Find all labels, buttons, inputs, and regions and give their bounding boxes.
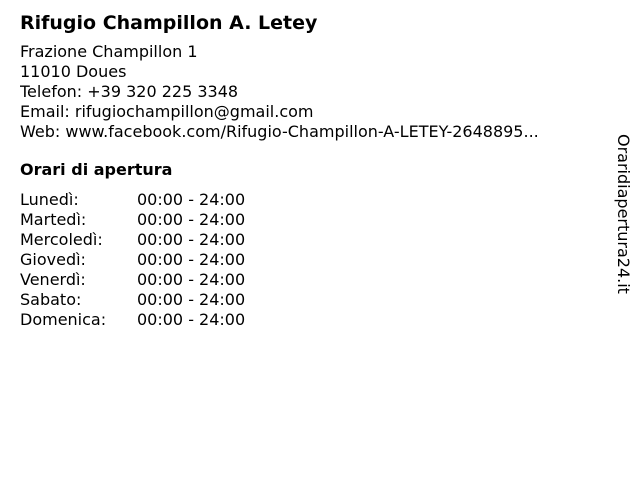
hours-row-thursday [20,250,605,270]
opening-hours-heading: Orari di apertura [20,160,173,179]
time-range: 00:00 - 24:00 [137,210,246,229]
day-label: Lunedì: [20,190,79,209]
business-name: Rifugio Champillon A. Letey [20,12,318,34]
hours-row-sunday [20,310,605,330]
time-range: 00:00 - 24:00 [137,250,246,269]
phone-line: Telefon: +39 320 225 3348 [20,82,239,101]
address-line-city: 11010 Doues [20,62,127,81]
day-label: Domenica: [20,310,107,329]
email-line: Email: rifugiochampillon@gmail.com [20,102,314,121]
day-label: Mercoledì: [20,230,103,249]
time-range: 00:00 - 24:00 [137,310,246,329]
time-range: 00:00 - 24:00 [137,230,246,249]
hours-row-tuesday [20,210,605,230]
hours-row-friday [20,270,605,290]
site-watermark: Oraridiapertura24.it [614,134,633,294]
hours-row-monday [20,190,605,210]
day-label: Martedì: [20,210,87,229]
time-range: 00:00 - 24:00 [137,190,246,209]
hours-row-saturday [20,290,605,310]
day-label: Giovedì: [20,250,86,269]
opening-hours-list [20,190,605,330]
website-line: Web: www.facebook.com/Rifugio-Champillon-A-LETEY-2648895... [20,122,539,141]
day-label: Sabato: [20,290,82,309]
day-label: Venerdì: [20,270,86,289]
hours-row-wednesday [20,230,605,250]
time-range: 00:00 - 24:00 [137,290,246,309]
address-line-street: Frazione Champillon 1 [20,42,198,61]
time-range: 00:00 - 24:00 [137,270,246,289]
business-card [20,10,605,330]
